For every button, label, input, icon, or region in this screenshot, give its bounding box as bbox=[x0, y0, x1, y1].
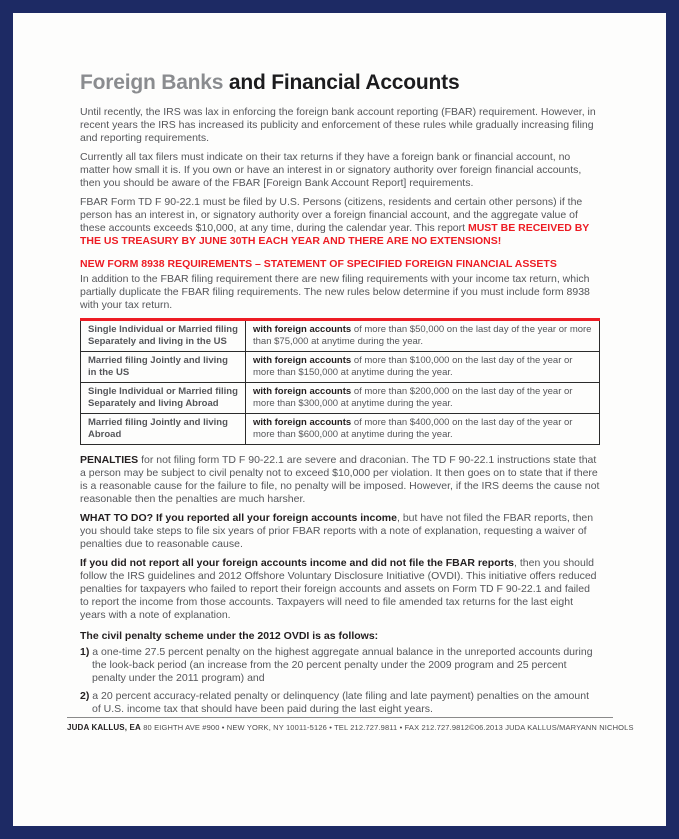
document-page bbox=[13, 13, 666, 826]
fbar-filing-paragraph bbox=[80, 196, 600, 248]
threshold-cell bbox=[246, 414, 600, 445]
penalties-text: for not filing form TD F 90-22.1 are severe and draconian. The TD F 90-22.1 instructions state that a person may be subject to civil penalty not to exceed $10,000 per violation. It then goes on to state that if there is a reasonable cause for the failure to file, no penalty will be imposed. However, if the IRS deems the cause not reasonable then the penalties are much harsher. bbox=[80, 454, 600, 505]
ovdi-lead: If you did not report all your foreign accounts income and did not file the FBAR reports bbox=[80, 557, 515, 569]
item-2-number: 2) bbox=[80, 690, 90, 702]
threshold-text: of more than $100,000 on the last day of the year or more than $150,000 at anytime during the year. bbox=[253, 355, 573, 378]
what-to-do-paragraph bbox=[80, 512, 600, 551]
threshold-lead: with foreign accounts bbox=[253, 417, 352, 428]
what-to-do-text: , but have not filed the FBAR reports, then you should take steps to file six years of prior FBAR reports with a note of explanation, requesting a waiver of penalties due to reasonable cause. bbox=[80, 512, 594, 550]
footer-contact bbox=[67, 723, 469, 732]
fbar-filing-text: FBAR Form TD F 90-22.1 must be filed by U.S. Persons (citizens, residents and certain other persons) if the person has an interest in, or signatory authority over a foreign financial account, and the aggregate value of these accounts exceeds $10,000, at any time, during the calendar year. This report bbox=[80, 196, 583, 234]
footer-copyright: ©06.2013 JUDA KALLUS/MARYANN NICHOLS bbox=[469, 723, 634, 732]
item-2-text: a 20 percent accuracy-related penalty or delinquency (late filing and late payment) penalties on the amount of U.S. income tax that should have been paid during the last eight years. bbox=[89, 690, 589, 715]
table-row bbox=[81, 352, 600, 383]
filing-status-cell: Single Individual or Married filing Separately and living Abroad bbox=[81, 383, 246, 414]
threshold-text: of more than $400,000 on the last day of the year or more than $600,000 at anytime during the year. bbox=[253, 417, 573, 440]
fbar-deadline-warning: MUST BE RECEIVED BY THE US TREASURY BY JUNE 30TH EACH YEAR AND THERE ARE NO EXTENSIONS! bbox=[80, 222, 590, 247]
item-1-text: a one-time 27.5 percent penalty on the highest aggregate annual balance in the unreported accounts during the look-back period (an increase from the 20 percent penalty under the 2009 program and 25 percent penalty under the 2011 program) and bbox=[89, 646, 593, 684]
threshold-lead: with foreign accounts bbox=[253, 324, 352, 335]
page-title bbox=[80, 71, 600, 95]
page-title-dark-part: and Financial Accounts bbox=[223, 71, 460, 94]
page-footer bbox=[67, 717, 634, 732]
form-8938-threshold-table bbox=[80, 318, 600, 445]
what-to-do-lead: WHAT TO DO? If you reported all your foreign accounts income bbox=[80, 512, 397, 524]
ovdi-text: , then you should follow the IRS guidelines and 2012 Offshore Voluntary Disclosure Initiative (OVDI). This initiative offers reduced penalties for taxpayers who failed to report their foreign accounts and assets on Form TD F 90-22.1 and failed to report the income from those accounts. Taxpayers will need to file amended tax returns for the last eight years with a note of explanation. bbox=[80, 557, 597, 621]
table-row bbox=[81, 414, 600, 445]
civil-penalty-item-2 bbox=[80, 690, 600, 716]
table-row bbox=[81, 320, 600, 352]
document-content bbox=[13, 13, 666, 716]
civil-penalty-item-1 bbox=[80, 646, 600, 685]
form-8938-heading: NEW FORM 8938 REQUIREMENTS – STATEMENT OF SPECIFIED FOREIGN FINANCIAL ASSETS bbox=[80, 258, 557, 270]
threshold-lead: with foreign accounts bbox=[253, 386, 352, 397]
page-title-gray-part: Foreign Banks bbox=[80, 71, 224, 94]
threshold-text: of more than $50,000 on the last day of the year or more than $75,000 at anytime during the year. bbox=[253, 324, 592, 347]
filing-status-cell: Married filing Jointly and living in the US bbox=[81, 352, 246, 383]
table-row bbox=[81, 383, 600, 414]
filing-status-cell: Married filing Jointly and living Abroad bbox=[81, 414, 246, 445]
civil-penalty-heading: The civil penalty scheme under the 2012 OVDI is as follows: bbox=[80, 630, 379, 642]
filing-status-cell: Single Individual or Married filing Separately and living in the US bbox=[81, 320, 246, 352]
threshold-text: of more than $200,000 on the last day of the year or more than $300,000 at anytime during the year. bbox=[253, 386, 573, 409]
ovdi-paragraph bbox=[80, 557, 600, 622]
intro-paragraph-1: Until recently, the IRS was lax in enforcing the foreign bank account reporting (FBAR) requirement. However, in recent years the IRS has increased its publicity and enforcement of these rules while gradually increasing filing and reporting requirements. bbox=[80, 106, 596, 144]
threshold-cell bbox=[246, 320, 600, 352]
footer-firm-name: JUDA KALLUS, EA bbox=[67, 723, 141, 732]
threshold-cell bbox=[246, 383, 600, 414]
item-1-number: 1) bbox=[80, 646, 90, 658]
form-8938-paragraph: In addition to the FBAR filing requirement there are new filing requirements with your income tax return, which partially duplicate the FBAR filing requirements. The new rules below determine if you must include form 8938 with your tax return. bbox=[80, 273, 590, 311]
penalties-lead: PENALTIES bbox=[80, 454, 139, 466]
threshold-cell bbox=[246, 352, 600, 383]
intro-paragraph-2: Currently all tax filers must indicate on their tax returns if they have a foreign bank or financial account, no matter how small it is. If you own or have an interest in or signatory authority over foreign financial accounts, then you should be aware of the FBAR [Foreign Bank Account Report] requirements. bbox=[80, 151, 582, 189]
footer-address: 80 EIGHTH AVE #900 • NEW YORK, NY 10011-5126 • TEL 212.727.9811 • FAX 212.727.9812 bbox=[140, 723, 470, 732]
penalties-paragraph bbox=[80, 454, 600, 506]
threshold-lead: with foreign accounts bbox=[253, 355, 352, 366]
